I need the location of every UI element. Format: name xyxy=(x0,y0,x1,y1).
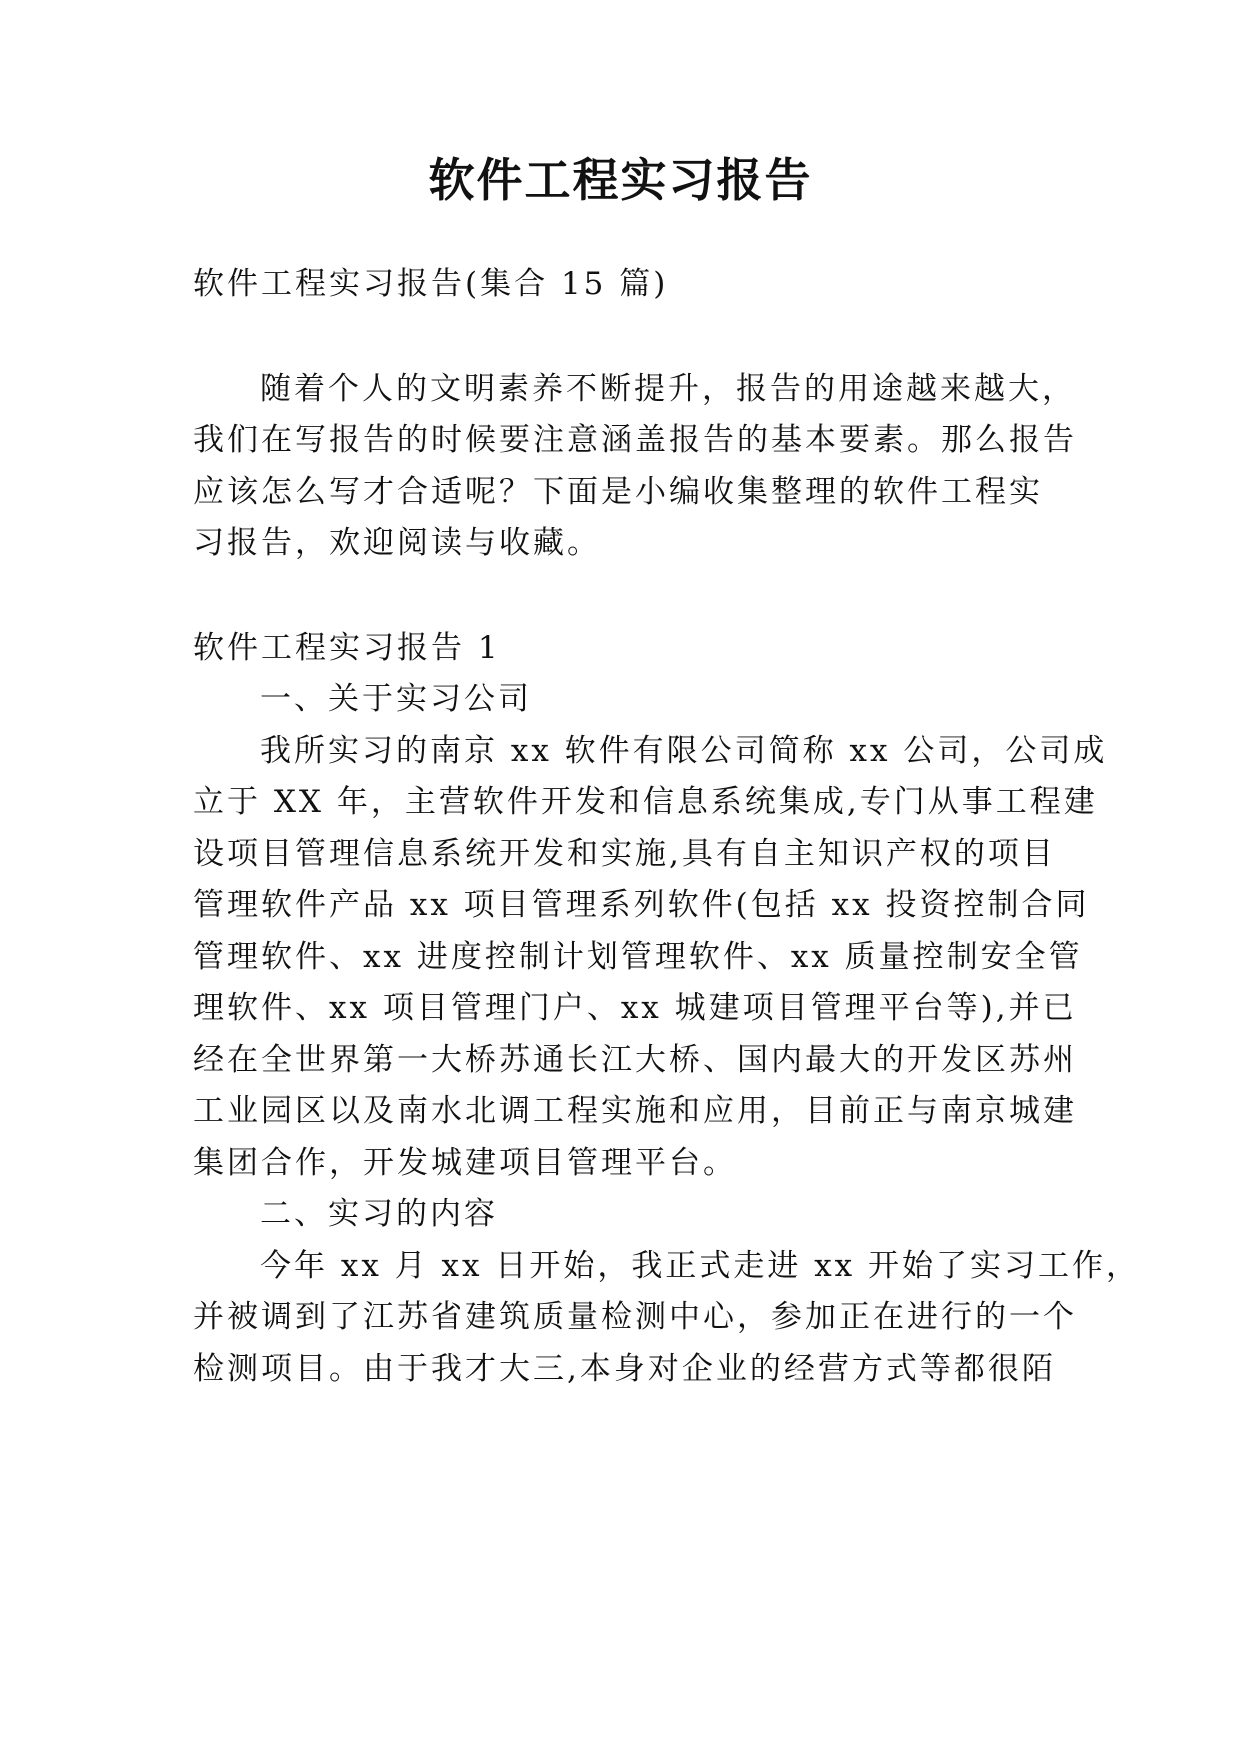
subsection-heading: 二、实习的内容 xyxy=(260,1196,498,1232)
body-line: 管理软件、xx 进度控制计划管理软件、xx 质量控制安全管 xyxy=(193,939,1083,975)
body-line: 工业园区以及南水北调工程实施和应用，目前正与南京城建 xyxy=(193,1093,1077,1129)
body-line: 理软件、xx 项目管理门户、xx 城建项目管理平台等),并已 xyxy=(193,990,1077,1026)
section-heading: 软件工程实习报告 1 xyxy=(193,630,501,666)
body-line: 设项目管理信息系统开发和实施,具有自主知识产权的项目 xyxy=(193,836,1056,872)
body-line: 我所实习的南京 xx 软件有限公司简称 xx 公司，公司成 xyxy=(260,733,1108,769)
subtitle-line: 软件工程实习报告(集合 15 篇) xyxy=(193,266,669,302)
subsection-heading: 一、关于实习公司 xyxy=(260,681,532,717)
intro-line: 习报告，欢迎阅读与收藏。 xyxy=(193,525,601,561)
body-line: 集团合作，开发城建项目管理平台。 xyxy=(193,1145,737,1181)
body-line: 检测项目。由于我才大三,本身对企业的经营方式等都很陌 xyxy=(193,1351,1056,1387)
intro-line: 应该怎么写才合适呢？下面是小编收集整理的软件工程实 xyxy=(193,474,1043,510)
intro-line: 随着个人的文明素养不断提升，报告的用途越来越大， xyxy=(260,371,1076,407)
body-line: 管理软件产品 xx 项目管理系列软件(包括 xx 投资控制合同 xyxy=(193,887,1090,923)
body-line: 并被调到了江苏省建筑质量检测中心，参加正在进行的一个 xyxy=(193,1299,1077,1335)
body-line: 经在全世界第一大桥苏通长江大桥、国内最大的开发区苏州 xyxy=(193,1042,1077,1078)
body-line: 立于 XX 年，主营软件开发和信息系统集成,专门从事工程建 xyxy=(193,784,1098,820)
body-line: 今年 xx 月 xx 日开始，我正式走进 xx 开始了实习工作， xyxy=(260,1248,1141,1284)
document-title: 软件工程实习报告 xyxy=(428,153,813,207)
intro-line: 我们在写报告的时候要注意涵盖报告的基本要素。那么报告 xyxy=(193,422,1077,458)
